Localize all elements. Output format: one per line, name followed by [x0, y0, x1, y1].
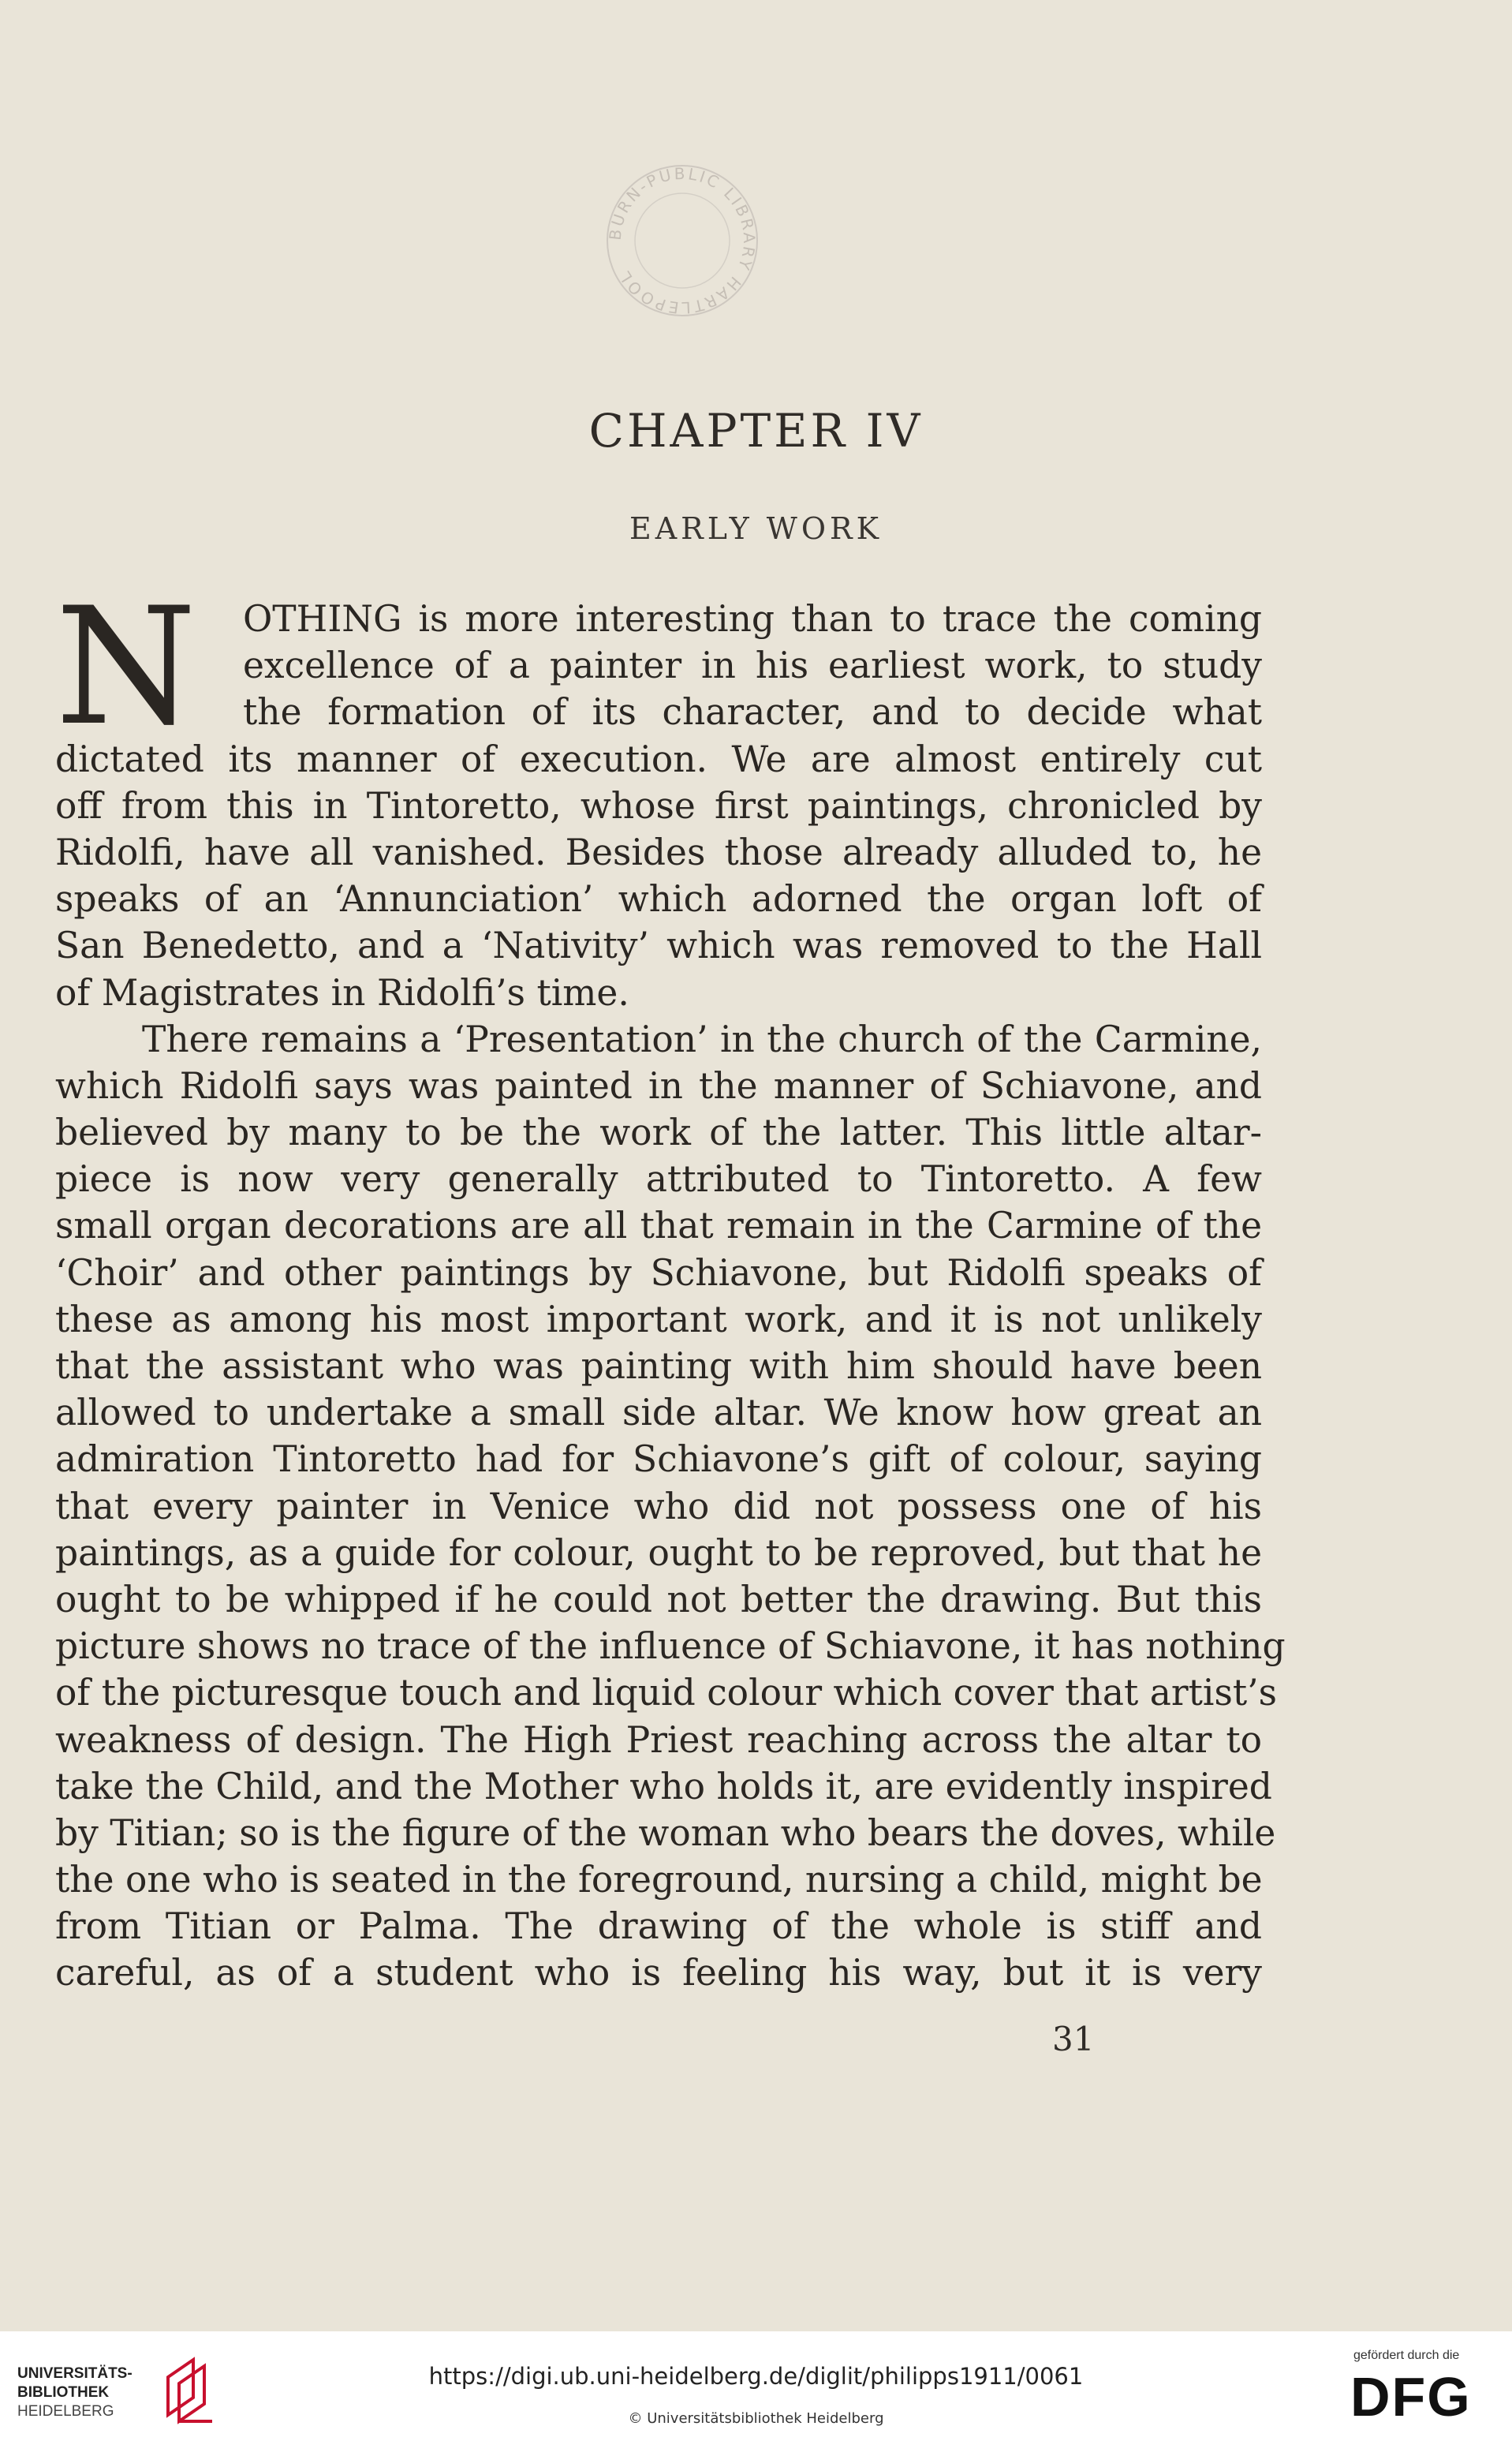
text-line: allowed to undertake a small side altar. We know how great an: [55, 1392, 1262, 1434]
text-line: that the assistant who was painting with him should have been: [55, 1345, 1262, 1387]
text-line: the one who is seated in the foreground, nursing a child, might be: [55, 1859, 1263, 1901]
footer-bar: [0, 2331, 1512, 2441]
text-line: small organ decorations are all that remain in the Carmine of the: [55, 1205, 1262, 1247]
text-line: Ridolfi, have all vanished. Besides those already alluded to, he: [55, 831, 1262, 873]
text-line: admiration Tintoretto had for Schiavone’s gift of colour, saying: [55, 1438, 1262, 1481]
library-name-line: HEIDELBERG: [17, 2403, 114, 2420]
text-line: paintings, as a guide for colour, ought to be reproved, but that he: [55, 1531, 1262, 1574]
text-line: of the picturesque touch and liquid colour which cover that artist’s: [55, 1672, 1277, 1714]
text-line: of Magistrates in Ridolfi’s time.: [55, 971, 629, 1014]
permalink-url[interactable]: https://digi.ub.uni-heidelberg.de/diglit/philipps1911/0061: [428, 2363, 1084, 2390]
text-line: picture shows no trace of the influence of Schiavone, it has nothing: [55, 1625, 1286, 1668]
text-line: the formation of its character, and to decide what: [243, 691, 1262, 734]
text-line: excellence of a painter in his earliest work, to study: [243, 645, 1262, 687]
text-line: take the Child, and the Mother who holds it, are evidently inspired: [55, 1765, 1272, 1807]
page-number: 31: [1052, 2020, 1095, 2058]
text-line: from Titian or Palma. The drawing of the whole is stiff and: [55, 1905, 1262, 1948]
library-name-line: BIBLIOTHEK: [17, 2384, 110, 2401]
text-line: speaks of an ‘Annunciation’ which adorned the organ loft of: [55, 878, 1262, 921]
copyright-notice: © Universitätsbibliothek Heidelberg: [628, 2410, 884, 2427]
text-line: off from this in Tintoretto, whose first paintings, chronicled by: [55, 784, 1262, 827]
text-line: which Ridolfi says was painted in the manner of Schiavone, and: [55, 1064, 1262, 1107]
text-line: ought to be whipped if he could not better the drawing. But this: [55, 1578, 1262, 1620]
text-line: that every painter in Venice who did not possess one of his: [55, 1485, 1262, 1527]
drop-cap: N: [55, 574, 197, 761]
chapter-subtitle: EARLY WORK: [629, 511, 883, 546]
text-line: careful, as of a student who is feeling his way, but it is very: [55, 1952, 1262, 1994]
text-line: San Benedetto, and a ‘Nativity’ which was removed to the Hall: [55, 925, 1262, 967]
text-line: believed by many to be the work of the latter. This little altar-: [55, 1112, 1262, 1154]
text-line: these as among his most important work, and it is not unlikely: [55, 1298, 1262, 1340]
text-line: by Titian; so is the figure of the woman who bears the doves, while: [55, 1811, 1276, 1854]
text-line: dictated its manner of execution. We are almost entirely cut: [55, 738, 1262, 780]
text-line: There remains a ‘Presentation’ in the church of the Carmine,: [142, 1018, 1262, 1060]
funded-by-label: gefördert durch die: [1353, 2349, 1460, 2362]
library-name-line: UNIVERSITÄTS-: [17, 2365, 133, 2382]
text-line: piece is now very generally attributed to Tintoretto. A few: [55, 1158, 1262, 1201]
stamp-text: BURN-PUBLIC LIBRARY HARTLEPOOL: [605, 163, 760, 318]
svg-text:BURN-PUBLIC LIBRARY HARTLEPOOL: [606, 164, 760, 317]
library-stamp: [592, 150, 773, 331]
text-line: ‘Choir’ and other paintings by Schiavone, but Ridolfi speaks of: [55, 1251, 1262, 1294]
body-text: [55, 574, 1286, 1997]
dfg-logo: DFG: [1350, 2366, 1472, 2428]
text-line: weakness of design. The High Priest reaching across the altar to: [55, 1718, 1262, 1761]
text-line: OTHING is more interesting than to trace the coming: [243, 598, 1262, 640]
chapter-title: CHAPTER IV: [588, 404, 924, 458]
